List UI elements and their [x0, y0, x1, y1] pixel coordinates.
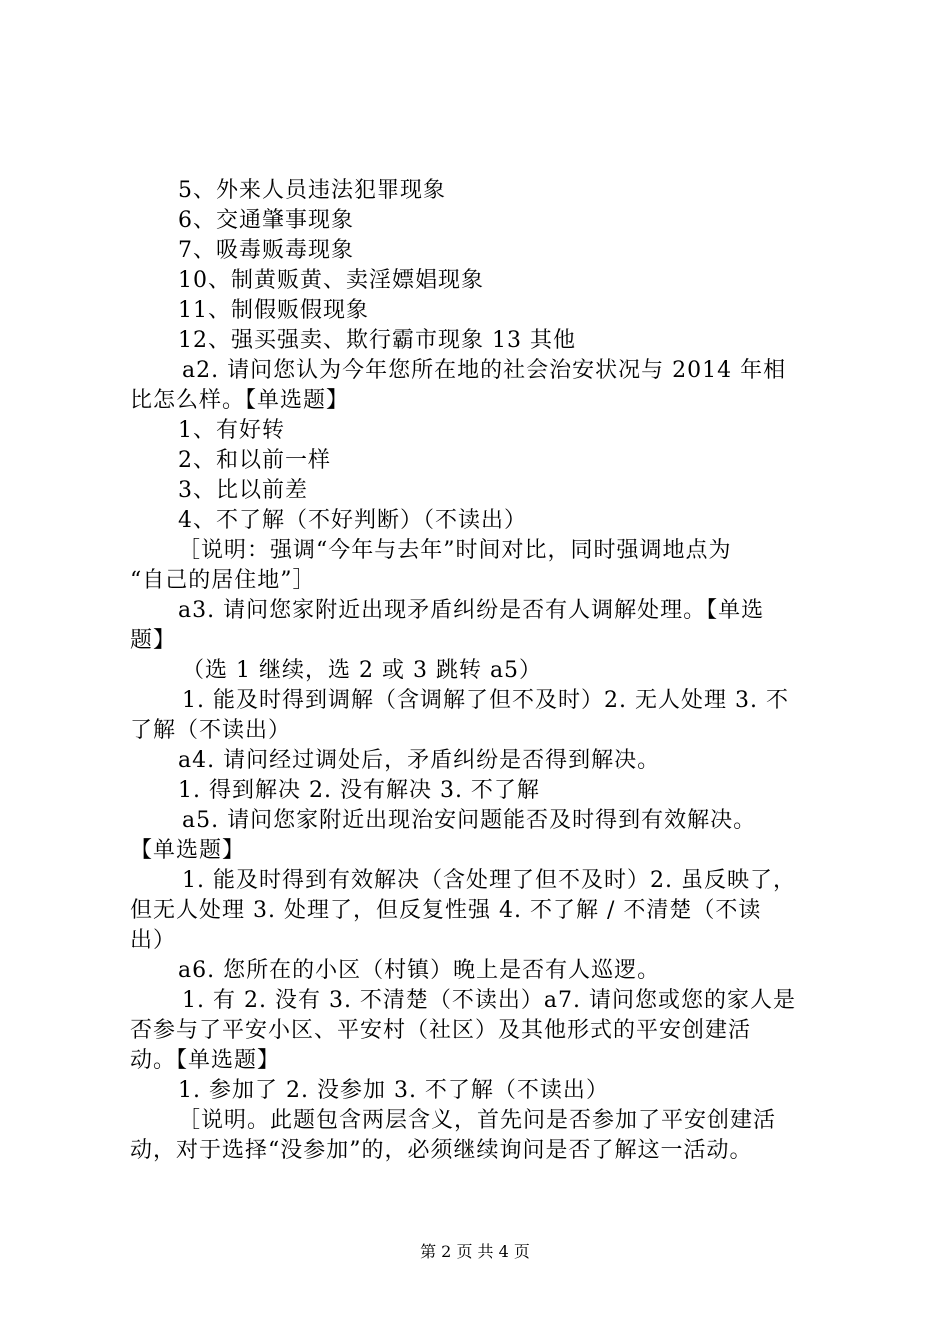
text-line: 6、交通肇事现象 — [178, 208, 354, 233]
text-line: ［说明：强调“今年与去年”时间对比，同时强调地点为 — [178, 538, 732, 563]
document-body — [130, 176, 830, 1166]
text-line: 比怎么样。【单选题】 — [130, 388, 350, 413]
text-line: 但无人处理 3. 处理了，但反复性强 4. 不了解 / 不清楚（不读 — [130, 898, 762, 923]
text-line: 1. 得到解决 2. 没有解决 3. 不了解 — [178, 778, 540, 803]
text-line: 动，对于选择“没参加”的，必须继续询问是否了解这一活动。 — [130, 1138, 753, 1163]
text-line: a5. 请问您家附近出现治安问题能否及时得到有效解决。 — [182, 808, 757, 833]
text-line: 1. 参加了 2. 没参加 3. 不了解（不读出） — [178, 1078, 609, 1103]
text-line: 【单选题】 — [130, 838, 246, 863]
text-line: a2. 请问您认为今年您所在地的社会治安状况与 2014 年相 — [182, 358, 787, 383]
text-line: 3、比以前差 — [178, 478, 308, 503]
text-line: 动。【单选题】 — [130, 1048, 281, 1073]
text-line: 了解（不读出） — [130, 718, 292, 743]
text-line: 出） — [130, 928, 177, 953]
text-line: 否参与了平安小区、平安村（社区）及其他形式的平安创建活 — [130, 1018, 752, 1043]
page-footer: 第 2 页 共 4 页 — [420, 1242, 530, 1261]
text-line: 1. 有 2. 没有 3. 不清楚（不读出）a7. 请问您或您的家人是 — [182, 988, 797, 1013]
text-line: 7、吸毒贩毒现象 — [178, 238, 354, 263]
text-line: 12、强买强卖、欺行霸市现象 13 其他 — [178, 328, 576, 353]
text-line: 1、有好转 — [178, 418, 285, 443]
text-line: 5、外来人员违法犯罪现象 — [178, 178, 446, 203]
text-line: a4. 请问经过调处后，矛盾纠纷是否得到解决。 — [178, 748, 661, 773]
text-line: （选 1 继续，选 2 或 3 跳转 a5） — [182, 658, 543, 683]
text-line: a3. 请问您家附近出现矛盾纠纷是否有人调解处理。【单选 — [178, 598, 765, 623]
text-line: 11、制假贩假现象 — [178, 298, 369, 323]
text-line: “自己的居住地”］ — [130, 568, 316, 593]
text-line: 4、不了解（不好判断）（不读出） — [178, 508, 527, 533]
text-line: 1. 能及时得到调解（含调解了但不及时）2. 无人处理 3. 不 — [182, 688, 789, 713]
text-line: ［说明。此题包含两层含义，首先问是否参加了平安创建活 — [178, 1108, 777, 1133]
text-line: 10、制黄贩黄、卖淫嫖娼现象 — [178, 268, 484, 293]
text-line: 1. 能及时得到有效解决（含处理了但不及时）2. 虽反映了， — [182, 868, 796, 893]
text-line: 题】 — [130, 628, 177, 653]
text-line: a6. 您所在的小区（村镇）晚上是否有人巡逻。 — [178, 958, 661, 983]
text-line: 2、和以前一样 — [178, 448, 331, 473]
